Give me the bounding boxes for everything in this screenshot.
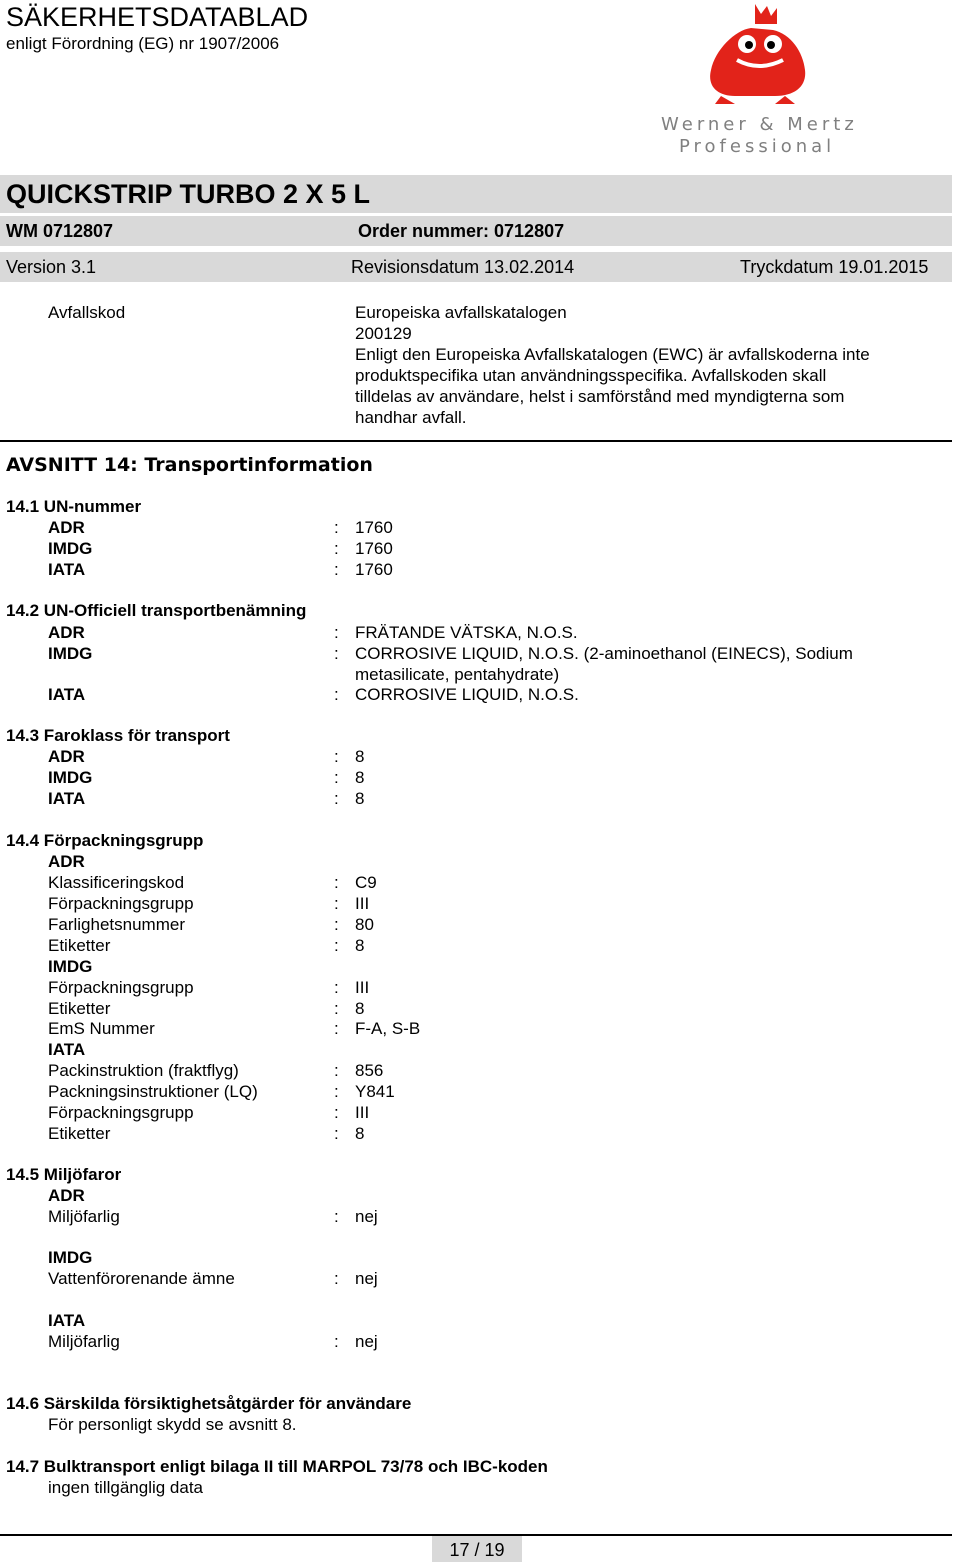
order-number: Order nummer: 0712807 [358, 221, 565, 241]
print-date: Tryckdatum 19.01.2015 [740, 257, 929, 277]
env-iata-label: IATA [48, 1311, 86, 1330]
env-adr-label: ADR [48, 1186, 85, 1205]
waste-code-text: Europeiska avfallskatalogen 200129 Enligt den Europeiska Avfallskatalogen (EWC) är avfallskoderna inte produktspecifika utan användningsspecifika. Avfallskoden skall tilldelas av användare, helst i samförstånd med myndigterna som handhar avfall. [355, 303, 870, 427]
section-title: AVSNITT 14: Transportinformation [6, 454, 373, 476]
frog-icon [655, 0, 855, 160]
version: Version 3.1 [6, 257, 97, 277]
pg-imdg-label: IMDG [48, 957, 93, 976]
heading-14-4: 14.4 Förpackningsgrupp [6, 831, 204, 850]
svg-text:Professional: Professional [679, 136, 836, 157]
heading-14-1: 14.1 UN-nummer [6, 497, 142, 516]
precautions-text: För personligt skydd se avsnitt 8. [48, 1415, 297, 1434]
werner-mertz-logo [655, 0, 855, 160]
env-imdg-label: IMDG [48, 1248, 93, 1267]
wm-number: WM 0712807 [6, 221, 114, 241]
document-title: SÄKERHETSDATABLAD [6, 2, 309, 32]
waste-code-label: Avfallskod [48, 303, 126, 322]
pg-adr-label: ADR [48, 852, 85, 871]
section-divider [0, 440, 952, 442]
revision-date: Revisionsdatum 13.02.2014 [351, 257, 575, 277]
product-name: QUICKSTRIP TURBO 2 X 5 L [6, 179, 371, 209]
page-number: 17 / 19 [449, 1540, 505, 1560]
heading-14-6: 14.6 Särskilda försiktighetsåtgärder för användare [6, 1394, 412, 1413]
pg-iata-label: IATA [48, 1040, 86, 1059]
heading-14-7: 14.7 Bulktransport enligt bilaga II till MARPOL 73/78 och IBC-koden [6, 1457, 548, 1476]
svg-text:Werner & Mertz: Werner & Mertz [661, 114, 855, 135]
document-subtitle: enligt Förordning (EG) nr 1907/2006 [6, 34, 280, 53]
heading-14-5: 14.5 Miljöfaror [6, 1165, 122, 1184]
heading-14-3: 14.3 Faroklass för transport [6, 726, 230, 745]
heading-14-2: 14.2 UN-Officiell transportbenämning [6, 601, 307, 620]
bulk-transport-text: ingen tillgänglig data [48, 1478, 204, 1497]
